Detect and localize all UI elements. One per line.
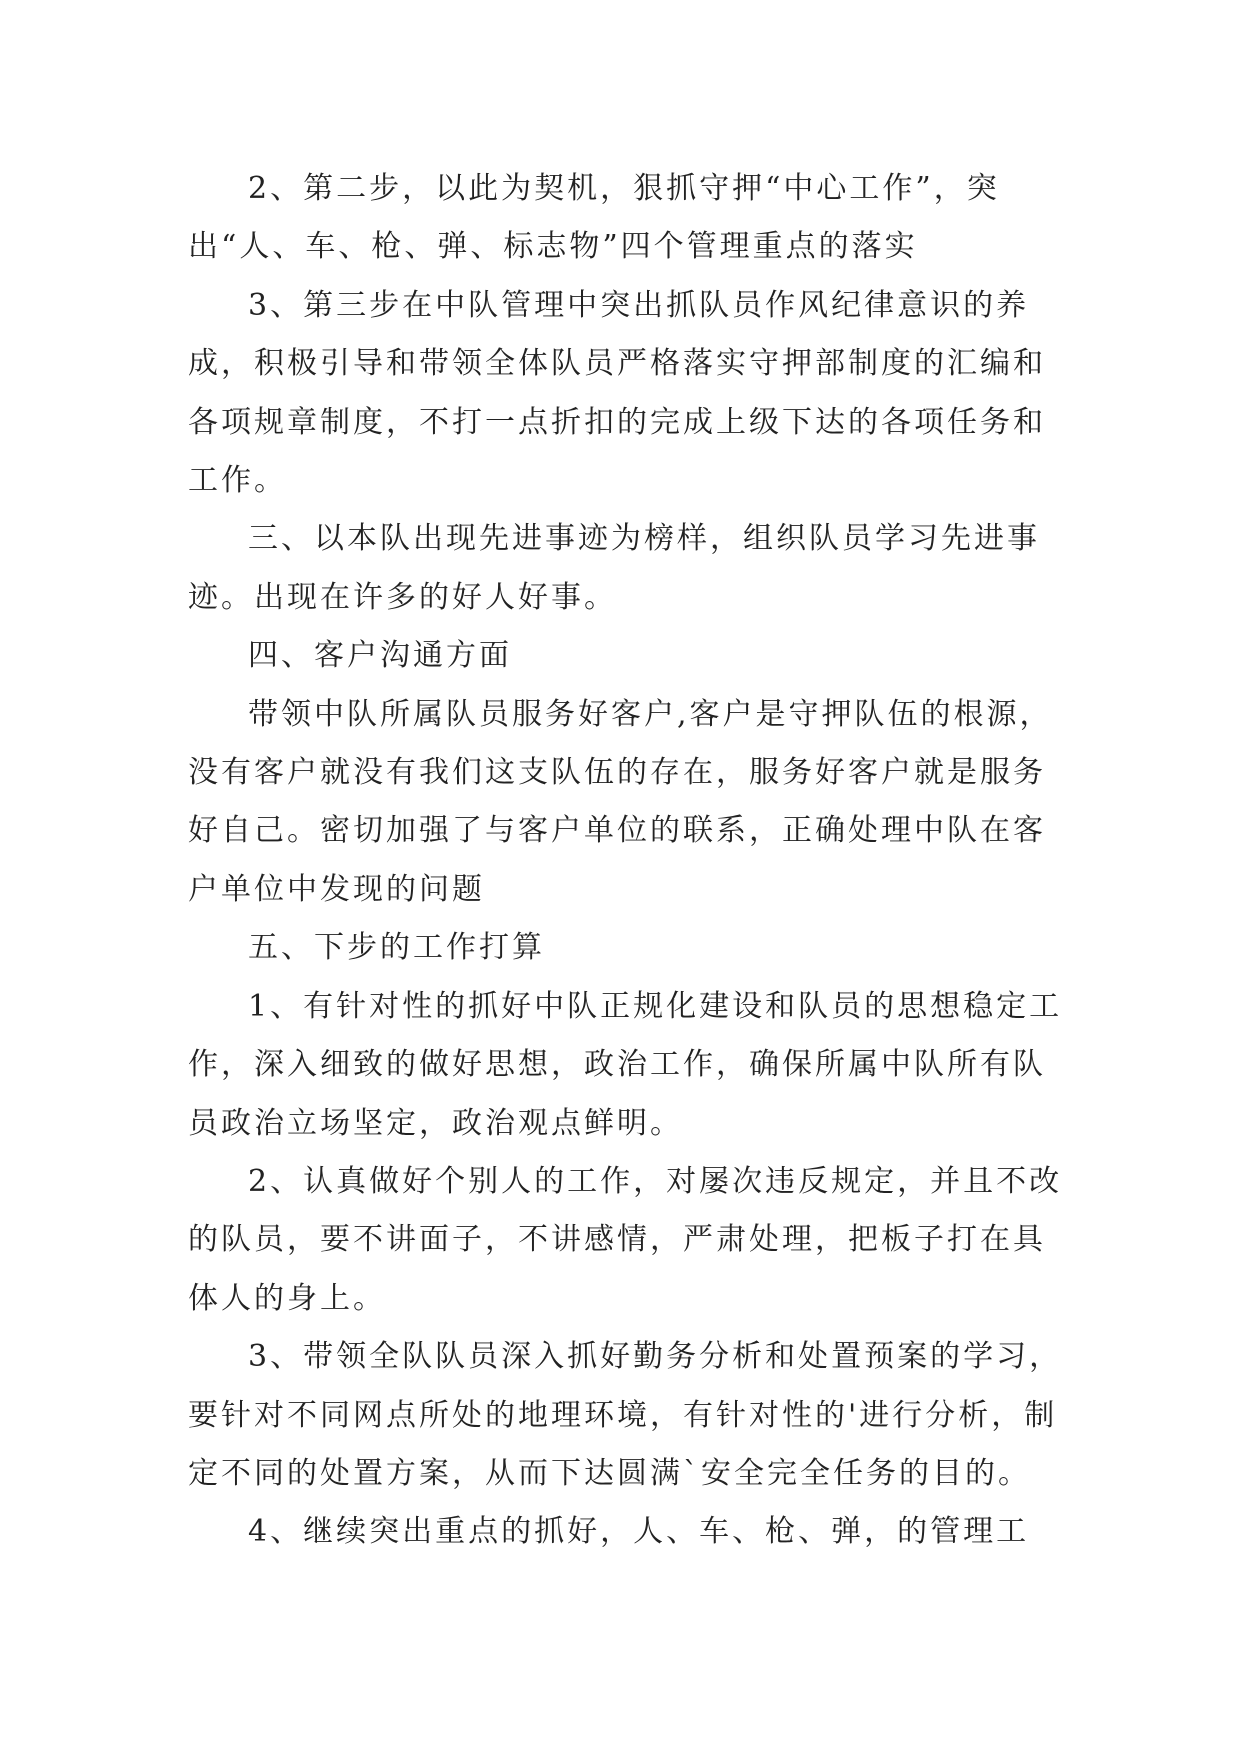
paragraph-plan-four: 4、继续突出重点的抓好，人、车、枪、弹，的管理工 <box>248 1514 1030 1550</box>
paragraph-step-three: 3、第三步在中队管理中突出抓队员作风纪律意识的养成，积极引导和带领全体队员严格落实守押部制度的汇编和各项规章制度，不打一点折扣的完成上级下达的各项任务和工作。 <box>188 287 1046 499</box>
heading-next-steps: 五、下步的工作打算 <box>248 930 545 966</box>
paragraph-customer-service: 带领中队所属队员服务好客户,客户是守押队伍的根源，没有客户就没有我们这支队伍的存在，服务好客户就是服务好自己。密切加强了与客户单位的联系，正确处理中队在客户单位中发现的问题 <box>188 696 1053 907</box>
paragraph-plan-one: 1、有针对性的抓好中队正规化建设和队员的思想稳定工作，深入细致的做好思想，政治工作，确保所属中队所有队员政治立场坚定，政治观点鲜明。 <box>188 988 1063 1141</box>
paragraph-step-two: 2、第二步，以此为契机，狠抓守押“中心工作”，突出“人、车、枪、弹、标志物”四个管理重点的落实 <box>188 171 1000 265</box>
paragraph-plan-two: 2、认真做好个别人的工作，对屡次违反规定，并且不改的队员，要不讲面子，不讲感情，严肃处理，把板子打在具体人的身上。 <box>188 1163 1063 1316</box>
heading-customer-communication: 四、客户沟通方面 <box>248 638 512 674</box>
paragraph-plan-three: 3、带领全队队员深入抓好勤务分析和处置预案的学习，要针对不同网点所处的地理环境，有针对性的'进行分析，制定不同的处置方案，从而下达圆满`安全完全任务的目的。 <box>188 1339 1063 1491</box>
paragraph-section-three: 三、以本队出现先进事迹为榜样，组织队员学习先进事迹。出现在许多的好人好事。 <box>188 521 1040 615</box>
document-body <box>188 160 1068 1562</box>
